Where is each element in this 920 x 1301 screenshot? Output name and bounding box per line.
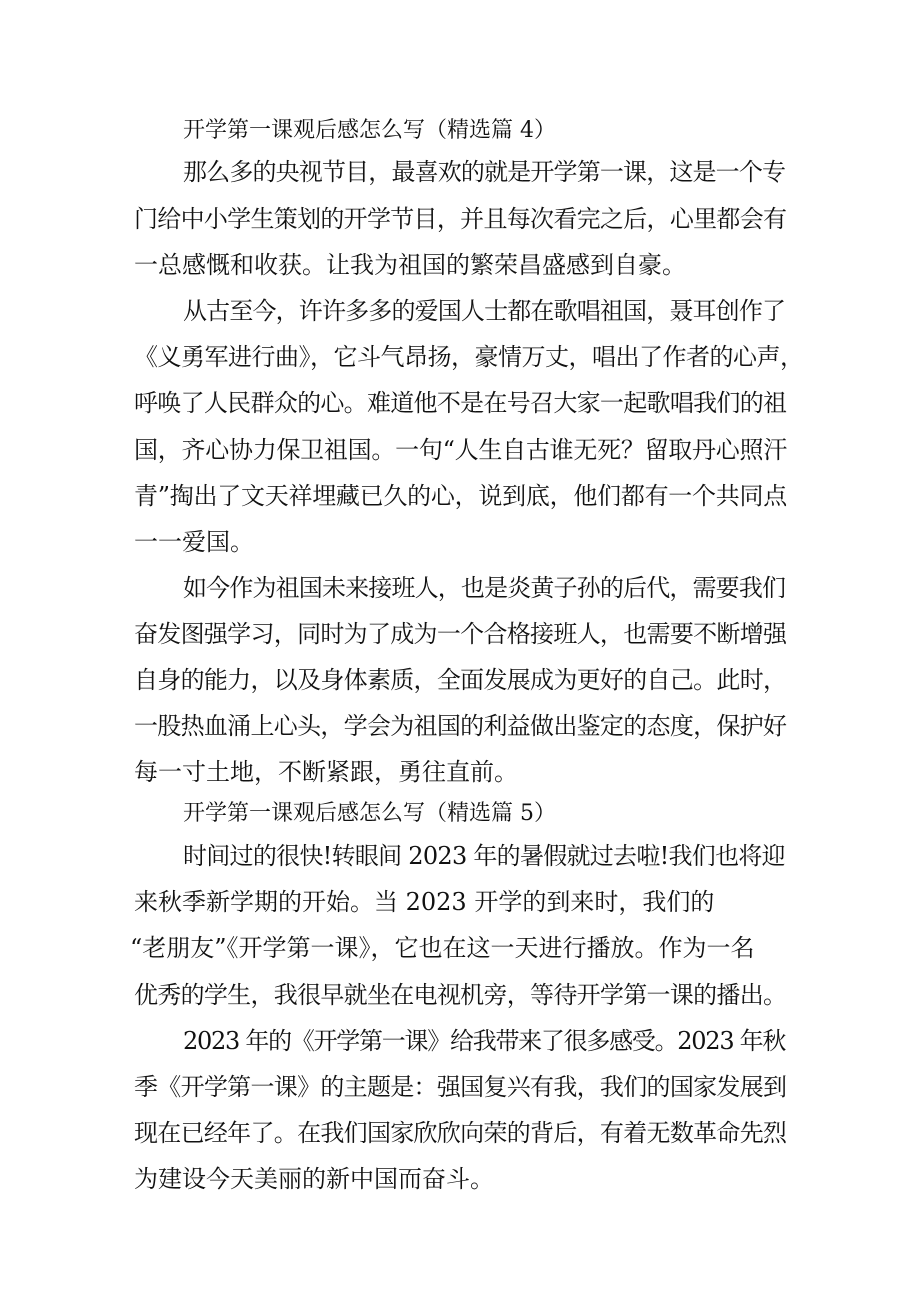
paragraph-line: 一股热血涌上心头，学会为祖国的利益做出鉴定的态度，保护好 <box>134 712 787 740</box>
paragraph-line: 2023 年的《开学第一课》给我带来了很多感受。2023 年秋 <box>183 1027 786 1055</box>
paragraph-line: “老朋友”《开学第一课》，它也在这一天进行播放。作为一名 <box>130 934 755 962</box>
paragraph-line: 为建设今天美丽的新中国而奋斗。 <box>134 1165 494 1193</box>
paragraph-line: 呼唤了人民群众的心。难道他不是在号召大家一起歌唱我们的祖 <box>134 389 787 417</box>
paragraph-line: 如今作为祖国未来接班人，也是炎黄子孙的后代，需要我们 <box>183 574 786 602</box>
paragraph-line: 国，齐心协力保卫祖国。一句“人生自古谁无死？留取丹心照汗 <box>134 436 788 464</box>
paragraph-line: 季《开学第一课》的主题是：强国复兴有我，我们的国家发展到 <box>134 1073 787 1101</box>
paragraph-line: 自身的能力，以及身体素质，全面发展成为更好的自己。此时， <box>134 666 787 694</box>
paragraph-line: 从古至今，许许多多的爱国人士都在歌唱祖国，聂耳创作了 <box>183 297 786 325</box>
paragraph-line: 时间过的很快!转眼间 2023 年的暑假就过去啦!我们也将迎 <box>183 842 785 870</box>
paragraph-line: 那么多的央视节目，最喜欢的就是开学第一课，这是一个专 <box>183 158 786 186</box>
paragraph-line: 奋发图强学习，同时为了成为一个合格接班人，也需要不断增强 <box>134 620 787 648</box>
paragraph-line: 优秀的学生，我很早就坐在电视机旁，等待开学第一课的播出。 <box>134 981 787 1009</box>
paragraph-line: 青”掏出了文天祥埋藏已久的心，说到底，他们都有一个共同点 <box>134 482 788 510</box>
paragraph-line: 每一寸土地，不断紧跟，勇往直前。 <box>134 758 518 786</box>
paragraph-line: 一一爱国。 <box>134 528 254 556</box>
paragraph-line: 一总感慨和收获。让我为祖国的繁荣昌盛感到自豪。 <box>134 251 686 279</box>
section-heading: 开学第一课观后感怎么写（精选篇 4） <box>183 118 556 143</box>
section-heading: 开学第一课观后感怎么写（精选篇 5） <box>183 801 556 826</box>
paragraph-line: 现在已经年了。在我们国家欣欣向荣的背后，有着无数革命先烈 <box>134 1119 787 1147</box>
paragraph-line: 来秋季新学期的开始。当 2023 开学的到来时，我们的 <box>134 888 715 916</box>
paragraph-line: 《义勇军进行曲》，它斗气昂扬，豪情万丈，唱出了作者的心声， <box>134 343 804 371</box>
paragraph-line: 门给中小学生策划的开学节目，并且每次看完之后，心里都会有 <box>134 205 787 233</box>
